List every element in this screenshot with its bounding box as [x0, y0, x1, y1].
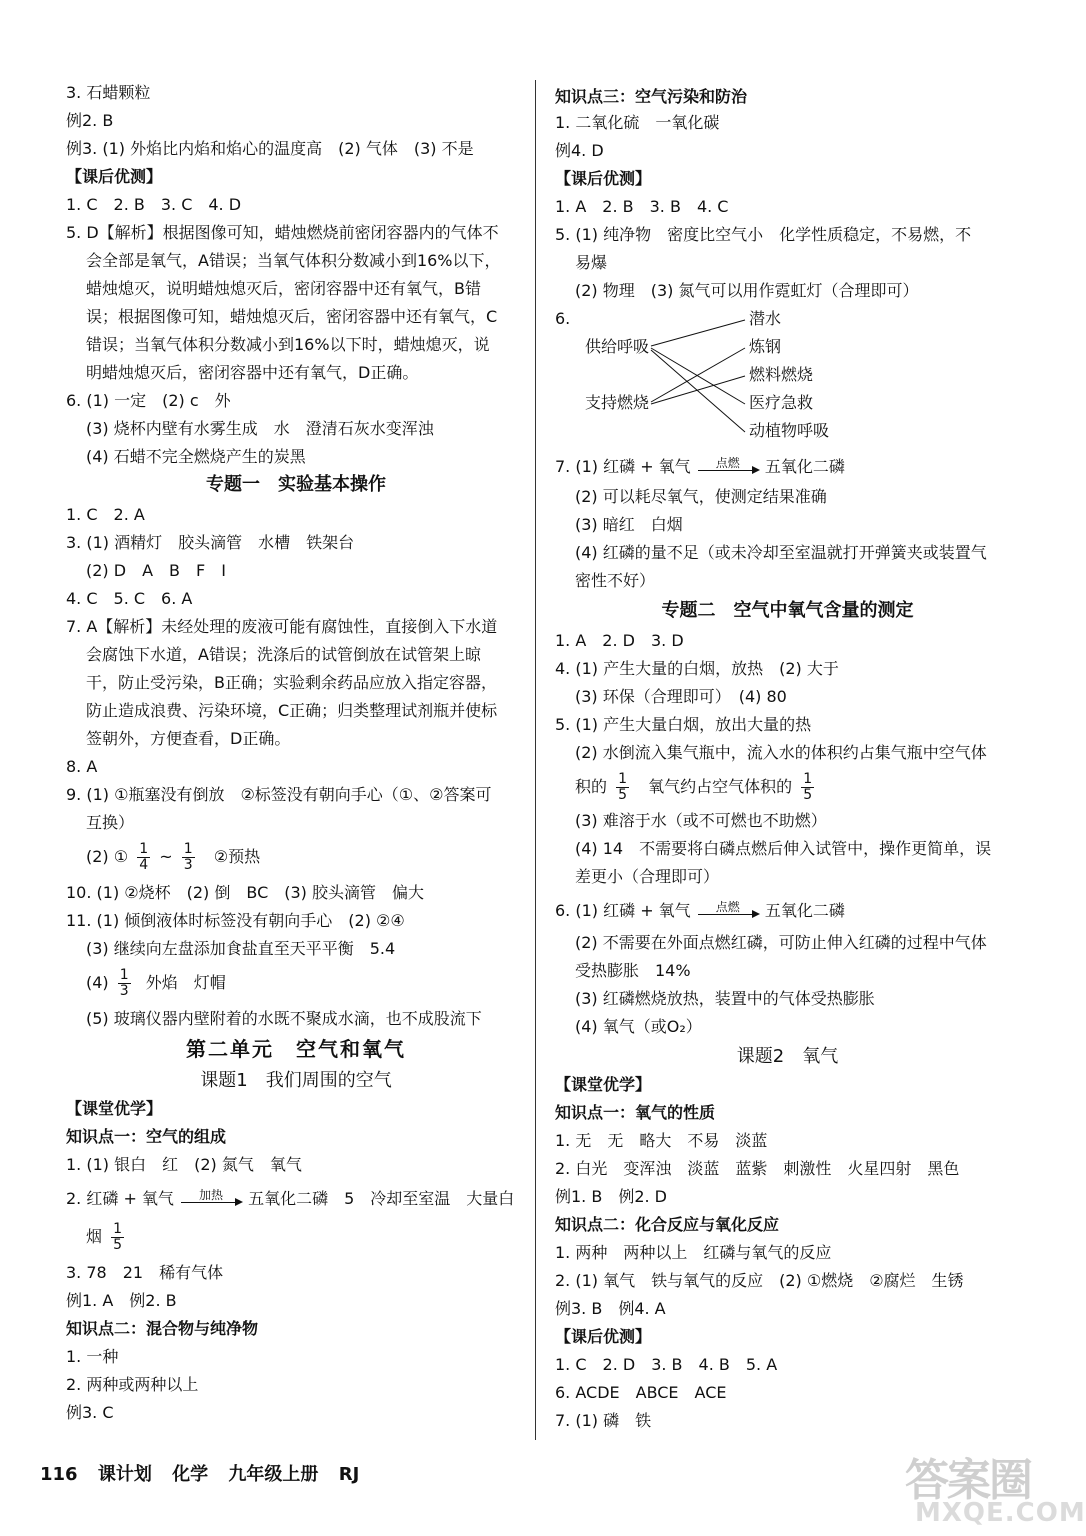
answer-line: 3. (1) 酒精灯 胶头滴管 水槽 铁架台 [66, 533, 355, 552]
answer-line: 1. C 2. B 3. C 4. D [66, 195, 242, 214]
answer-line: 1. A 2. D 3. D [555, 631, 684, 650]
answer-line: 受热膨胀 14% [575, 961, 691, 980]
watermark-text: 答案圈 [905, 1455, 1031, 1506]
answer-line: 密性不好） [575, 571, 656, 590]
answer-line: (5) 玻璃仪器内壁附着的水既不聚成水滴，也不成股流下 [86, 1009, 482, 1028]
answer-line: (3) 继续向左盘添加食盐直至天平平衡 5.4 [86, 939, 396, 958]
answer-line: 误；根据图像可知，蜡烛熄灭后，密闭容器中还有氧气，C [86, 307, 498, 326]
knowledge-point-heading: 知识点三：空气污染和防治 [555, 87, 748, 106]
answer-line: 例3. B 例4. A [555, 1299, 666, 1318]
section-label: 【课堂优学】 [555, 1075, 652, 1094]
answer-line: (3) 难溶于水（或不可燃也不助燃） [575, 811, 827, 830]
answer-line: 蜡烛熄灭，说明蜡烛熄灭后，密闭容器中还有氧气，B错 [86, 279, 481, 298]
equation-line: 2. 红磷 + 氧气 加热 五氧化二磷 5 冷却至室温 大量白 [66, 1188, 514, 1211]
answer-line: 干，防止受污染，B正确；实验剩余药品应放入指定容器， [86, 673, 497, 692]
answer-line: (2) 物理 (3) 氮气可以用作霓虹灯（合理即可） [575, 281, 919, 300]
answer-line: (2) 可以耗尽氧气，使测定结果准确 [575, 487, 827, 506]
matching-right-item: 燃料燃烧 [749, 365, 814, 384]
watermark-logo [905, 1440, 1086, 1535]
equation-line: 7. (1) 红磷 + 氧气 点燃 五氧化二磷 [555, 456, 845, 479]
answer-line: 例4. D [555, 141, 604, 160]
answer-line: (3) 红磷燃烧放热，装置中的气体受热膨胀 [575, 989, 875, 1008]
matching-left-item: 供给呼吸 [585, 337, 650, 356]
answer-line: 1. 一种 [66, 1347, 119, 1366]
topic-heading: 专题一 实验基本操作 [206, 474, 386, 495]
section-label: 【课堂优学】 [66, 1099, 163, 1118]
answer-line-fraction: (4) $\frac{1}{3}$ 外焰 灯帽 [86, 967, 226, 999]
answer-line: 1. A 2. B 3. B 4. C [555, 197, 729, 216]
answer-line: 10. (1) ②烧杯 (2) 倒 BC (3) 胶头滴管 偏大 [66, 883, 424, 902]
matching-right-item: 动植物呼吸 [749, 421, 830, 440]
unit-heading: 第二单元 空气和氧气 [186, 1037, 406, 1061]
section-label: 【课后优测】 [555, 169, 652, 188]
match-line [651, 376, 745, 404]
answer-line: 8. A [66, 757, 98, 776]
answer-line: 2. 白光 变浑浊 淡蓝 蓝紫 刺激性 火星四射 黑色 [555, 1159, 960, 1178]
lesson-heading: 课题1 我们周围的空气 [200, 1070, 392, 1091]
answer-line: 3. 石蜡颗粒 [66, 83, 151, 102]
answer-line: 6. ACDE ABCE ACE [555, 1383, 727, 1402]
fraction: $\frac{1}{5}$ [803, 771, 813, 803]
reaction-arrow: 点燃 [696, 901, 760, 923]
answer-line: 1. C 2. D 3. B 4. B 5. A [555, 1355, 778, 1374]
section-label: 【课后优测】 [66, 167, 163, 186]
reaction-arrow: 点燃 [696, 457, 760, 479]
matching-right-item: 潜水 [749, 309, 782, 328]
fraction: $\frac{1}{3}$ [183, 841, 193, 873]
fraction: $\frac{1}{5}$ [113, 1221, 123, 1253]
answer-line: 错误；当氧气体积分数减小到16%以下时，蜡烛熄灭，说 [86, 335, 490, 354]
answer-line: 1. 二氧化硫 一氧化碳 [555, 113, 720, 132]
answer-line: 例2. B [66, 111, 114, 130]
answer-line: 会全部是氧气，A错误；当氧气体积分数减小到16%以下， [86, 251, 501, 270]
answer-line: 差更小（合理即可） [575, 867, 720, 886]
section-label: 【课后优测】 [555, 1327, 652, 1346]
topic-heading: 专题二 空气中氧气含量的测定 [661, 600, 914, 621]
matching-diagram [583, 306, 883, 446]
answer-line: (2) 水倒流入集气瓶中，流入水的体积约占集气瓶中空气体 [575, 743, 987, 762]
answer-line: (4) 14 不需要将白磷点燃后伸入试管中，操作更简单，误 [575, 839, 992, 858]
column-divider [535, 80, 536, 1440]
answer-line: 1. (1) 银白 红 (2) 氮气 氧气 [66, 1155, 302, 1174]
answer-line: 4. C 5. C 6. A [66, 589, 193, 608]
lesson-heading: 课题2 氧气 [736, 1046, 839, 1067]
answer-line: 2. (1) 氧气 铁与氧气的反应 (2) ①燃烧 ②腐烂 生锈 [555, 1271, 964, 1290]
answer-line-fraction: 烟 $\frac{1}{5}$ [86, 1221, 123, 1253]
knowledge-point-heading: 知识点二：混合物与纯净物 [66, 1319, 259, 1338]
answer-line: 1. 无 无 略大 不易 淡蓝 [555, 1131, 768, 1150]
answer-line: 签朝外，方便查看，D正确。 [86, 729, 291, 748]
answer-line: 6. (1) 一定 (2) c 外 [66, 391, 231, 410]
answer-line: 5. (1) 产生大量白烟，放出大量的热 [555, 715, 812, 734]
match-line [651, 350, 745, 432]
answer-line: (4) 石蜡不完全燃烧产生的炭黑 [86, 447, 306, 466]
answer-line: 6. [555, 309, 571, 328]
answer-line: 7. (1) 磷 铁 [555, 1411, 652, 1430]
fraction: $\frac{1}{4}$ [139, 841, 149, 873]
answer-line: 11. (1) 倾倒液体时标签没有朝向手心 (2) ②④ [66, 911, 405, 930]
answer-line: 例1. A 例2. B [66, 1291, 177, 1310]
answer-line: (4) 氧气（或O₂） [575, 1017, 702, 1036]
matching-right-item: 炼钢 [749, 337, 782, 356]
watermark-url: MXQE.COM [915, 1498, 1086, 1528]
answer-line: 会腐蚀下水道，A错误；洗涤后的试管倒放在试管架上晾 [86, 645, 481, 664]
answer-line: 3. 78 21 稀有气体 [66, 1263, 224, 1282]
series-name: 课计划 [97, 1464, 152, 1485]
page-number: 116 [40, 1464, 78, 1485]
answer-line: 7. A【解析】未经处理的废液可能有腐蚀性，直接倒入下水道 [66, 617, 498, 636]
answer-line: (2) D A B F I [86, 561, 226, 580]
knowledge-point-heading: 知识点一：空气的组成 [66, 1127, 227, 1146]
answer-line: (3) 环保（合理即可） (4) 80 [575, 687, 787, 706]
answer-line: 1. C 2. A [66, 505, 145, 524]
answer-line: 1. 两种 两种以上 红磷与氧气的反应 [555, 1243, 832, 1262]
answer-line: 5. (1) 纯净物 密度比空气小 化学性质稳定，不易燃，不 [555, 225, 972, 244]
answer-line: 明蜡烛熄灭后，密闭容器中还有氧气，D正确。 [86, 363, 419, 382]
fraction: $\frac{1}{5}$ [618, 771, 628, 803]
answer-line-fraction: (2) ① $\frac{1}{4}$ ~ $\frac{1}{3}$ ②预热 [86, 841, 261, 873]
matching-left-item: 支持燃烧 [585, 393, 650, 412]
edition-name: RJ [338, 1464, 360, 1485]
reaction-arrow: 加热 [179, 1189, 243, 1211]
match-line [651, 320, 745, 346]
answer-line: 4. (1) 产生大量的白烟，放热 (2) 大于 [555, 659, 839, 678]
answer-line: (3) 暗红 白烟 [575, 515, 683, 534]
grade-name: 九年级上册 [228, 1464, 319, 1485]
answer-line: 例1. B 例2. D [555, 1187, 668, 1206]
matching-lines [583, 306, 883, 446]
answer-line: 互换） [86, 813, 135, 832]
fraction: $\frac{1}{3}$ [119, 967, 129, 999]
answer-line: 9. (1) ①瓶塞没有倒放 ②标签没有朝向手心（①、②答案可 [66, 785, 492, 804]
answer-line: 例3. (1) 外焰比内焰和焰心的温度高 (2) 气体 (3) 不是 [66, 139, 474, 158]
answer-line: 例3. C [66, 1403, 114, 1422]
answer-line: 2. 两种或两种以上 [66, 1375, 199, 1394]
answer-line: (2) 不需要在外面点燃红磷，可防止伸入红磷的过程中气体 [575, 933, 987, 952]
page-footer [40, 1460, 373, 1486]
subject-name: 化学 [172, 1464, 209, 1485]
answer-line: 易爆 [575, 253, 608, 272]
answer-line: (4) 红磷的量不足（或未冷却至室温就打开弹簧夹或装置气 [575, 543, 987, 562]
answer-line: 防止造成浪费、污染环境，C正确；归类整理试剂瓶并使标 [86, 701, 498, 720]
knowledge-point-heading: 知识点一：氧气的性质 [555, 1103, 716, 1122]
answer-line: (3) 烧杯内壁有水雾生成 水 澄清石灰水变浑浊 [86, 419, 434, 438]
answer-line: 5. D【解析】根据图像可知，蜡烛燃烧前密闭容器内的气体不 [66, 223, 499, 242]
answer-line-fraction: 积的 $\frac{1}{5}$ 氧气约占空气体积的 $\frac{1}{5}$ [575, 771, 813, 803]
matching-right-item: 医疗急救 [749, 393, 814, 412]
knowledge-point-heading: 知识点二：化合反应与氧化反应 [555, 1215, 780, 1234]
equation-line: 6. (1) 红磷 + 氧气 点燃 五氧化二磷 [555, 900, 845, 923]
